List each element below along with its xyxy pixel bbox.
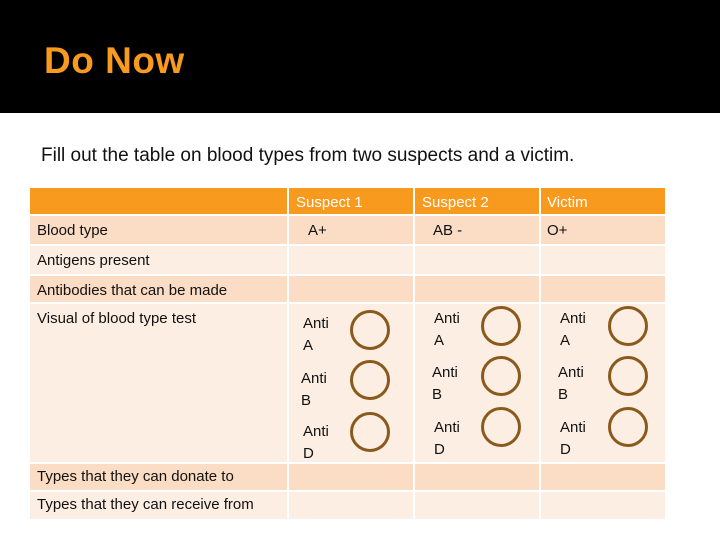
test-word: Anti xyxy=(432,364,458,381)
test-letter: A xyxy=(560,332,571,349)
test-letter: B xyxy=(432,386,443,403)
test-word: Anti xyxy=(301,370,327,387)
test-word: Anti xyxy=(560,419,586,436)
receive-suspect-1 xyxy=(289,492,413,519)
test-word: Anti xyxy=(560,310,586,327)
test-circle-anti-a-suspect-2 xyxy=(481,306,521,346)
test-label-anti-d xyxy=(303,421,329,465)
antigens-suspect-1 xyxy=(289,246,413,274)
test-label-anti-a xyxy=(303,313,329,357)
test-letter: D xyxy=(303,445,314,462)
blood-type-suspect-1: A+ xyxy=(289,216,413,244)
test-circle-anti-b-victim xyxy=(608,356,648,396)
test-letter: B xyxy=(301,392,312,409)
antigens-victim xyxy=(541,246,665,274)
test-label-anti-b xyxy=(558,362,584,406)
blood-type-victim: O+ xyxy=(541,216,665,244)
test-word: Anti xyxy=(303,423,329,440)
test-circle-anti-d-suspect-1 xyxy=(350,412,390,452)
title-bar xyxy=(0,0,720,113)
test-label-anti-d xyxy=(560,417,586,461)
antibodies-suspect-2 xyxy=(415,276,539,302)
blood-type-suspect-2: AB - xyxy=(415,216,539,244)
donate-victim xyxy=(541,464,665,490)
test-circle-anti-a-victim xyxy=(608,306,648,346)
test-circle-anti-d-victim xyxy=(608,407,648,447)
row-label-antigens: Antigens present xyxy=(30,246,287,274)
antigens-suspect-2 xyxy=(415,246,539,274)
test-word: Anti xyxy=(434,419,460,436)
test-word: Anti xyxy=(434,310,460,327)
test-letter: B xyxy=(558,386,569,403)
test-circle-anti-b-suspect-2 xyxy=(481,356,521,396)
donate-suspect-1 xyxy=(289,464,413,490)
test-circle-anti-b-suspect-1 xyxy=(350,360,390,400)
test-label-anti-a xyxy=(434,308,460,352)
test-label-anti-b xyxy=(432,362,458,406)
instruction-text: Fill out the table on blood types from two suspects and a victim. xyxy=(41,145,575,166)
header-victim: Victim xyxy=(541,188,665,214)
header-suspect-1: Suspect 1 xyxy=(289,188,413,214)
test-label-anti-d xyxy=(434,417,460,461)
test-word: Anti xyxy=(303,315,329,332)
receive-victim xyxy=(541,492,665,519)
header-empty-cell xyxy=(30,188,287,214)
test-letter: D xyxy=(560,441,571,458)
test-label-anti-b xyxy=(301,368,327,412)
row-label-blood-type: Blood type xyxy=(30,216,287,244)
antibodies-victim xyxy=(541,276,665,302)
donate-suspect-2 xyxy=(415,464,539,490)
receive-suspect-2 xyxy=(415,492,539,519)
test-letter: A xyxy=(434,332,445,349)
test-circle-anti-d-suspect-2 xyxy=(481,407,521,447)
test-letter: A xyxy=(303,337,314,354)
header-suspect-2: Suspect 2 xyxy=(415,188,539,214)
row-label-visual: Visual of blood type test xyxy=(30,304,287,462)
antibodies-suspect-1 xyxy=(289,276,413,302)
slide-title: Do Now xyxy=(44,40,185,81)
test-word: Anti xyxy=(558,364,584,381)
test-letter: D xyxy=(434,441,445,458)
row-label-receive: Types that they can receive from xyxy=(30,492,287,519)
row-label-antibodies: Antibodies that can be made xyxy=(30,276,287,302)
test-circle-anti-a-suspect-1 xyxy=(350,310,390,350)
test-label-anti-a xyxy=(560,308,586,352)
row-label-donate: Types that they can donate to xyxy=(30,464,287,490)
